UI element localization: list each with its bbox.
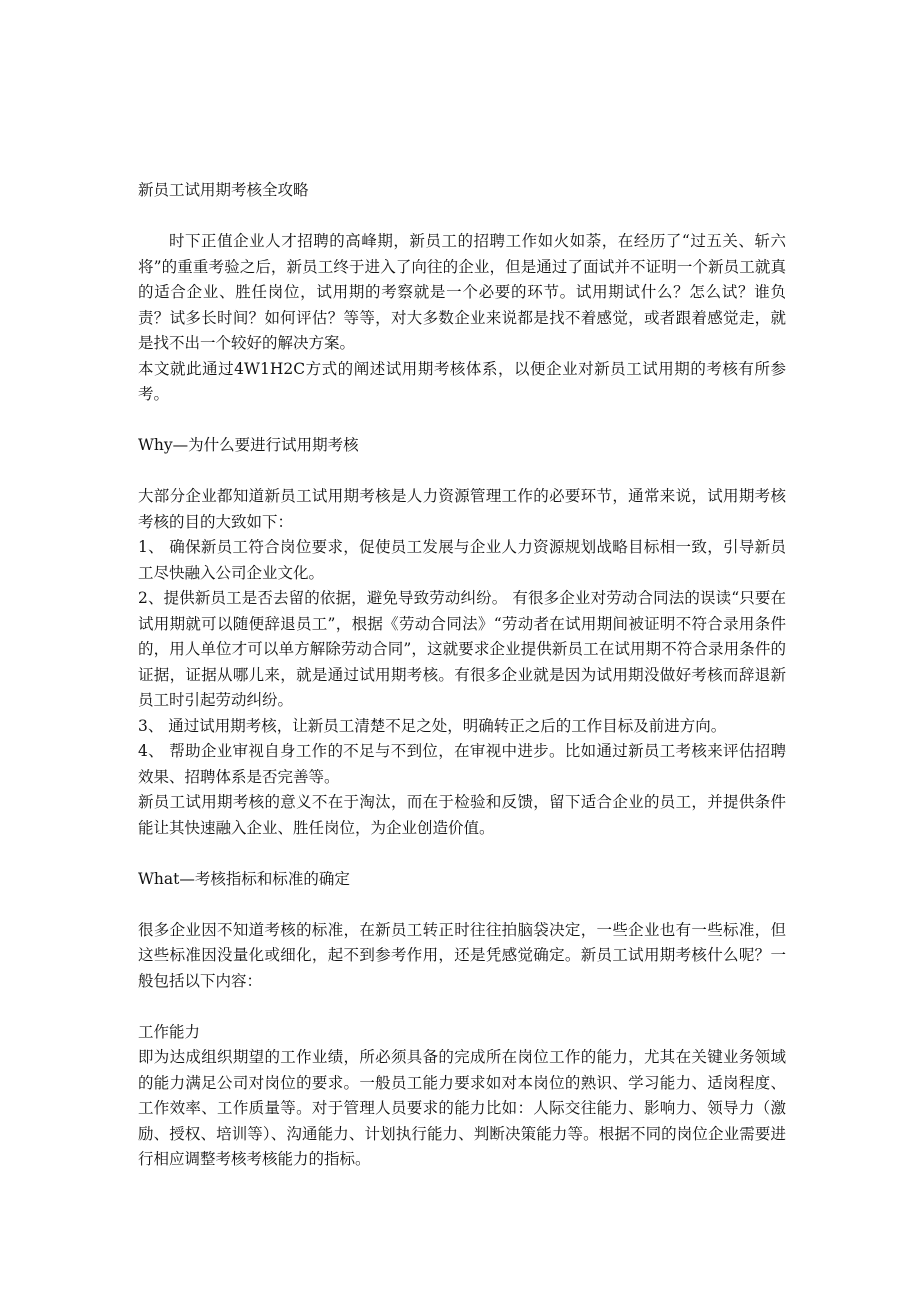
ability-paragraph: 即为达成组织期望的工作业绩，所必须具备的完成所在岗位工作的能力，尤其在关键业务领域的能力满足公司对岗位的要求。一般员工能力要求如对本岗位的熟识、学习能力、适岗程度、工作效率、工作质量等。对于管理人员要求的能力比如：人际交往能力、影响力、领导力（激励、授权、培训等）、沟通能力、计划执行能力、判断决策能力等。根据不同的岗位企业需要进行相应调整考核考核能力的指标。 [138, 1048, 786, 1168]
intro-paragraph: 时下正值企业人才招聘的高峰期，新员工的招聘工作如火如荼，在经历了“过五关、斩六将”的重重考验之后，新员工终于进入了向往的企业，但是通过了面试并不证明一个新员工就真的适合企业、胜任岗位，试用期的考察就是一个必要的环节。试用期试什么？怎么试？谁负责？试多长时间？如何评估？等等，对大多数企业来说都是找不着感觉，或者跟着感觉走，就是找不出一个较好的解决方案。 [138, 232, 786, 352]
intro-paragraph-2: 本文就此通过4W1H2C方式的阐述试用期考核体系，以便企业对新员工试用期的考核有所参考。 [138, 359, 786, 403]
why-list-item: 1、 确保新员工符合岗位要求，促使员工发展与企业人力资源规划战略目标相一致，引导新员工尽快融入公司企业文化。 [138, 538, 786, 582]
document-page [138, 178, 786, 1173]
spacer [138, 841, 786, 867]
why-paragraph: 大部分企业都知道新员工试用期考核是人力资源管理工作的必要环节，通常来说，试用期考核考核的目的大致如下： [138, 487, 786, 531]
what-paragraph: 很多企业因不知道考核的标准，在新员工转正时往往拍脑袋决定，一些企业也有一些标准，但这些标准因没量化或细化，起不到参考作用，还是凭感觉确定。新员工试用期考核什么呢？一般包括以下内容： [138, 920, 786, 990]
why-list-item: 3、 通过试用期考核，让新员工清楚不足之处，明确转正之后的工作目标及前进方向。 [138, 716, 727, 735]
spacer [138, 994, 786, 1020]
why-summary: 新员工试用期考核的意义不在于淘汰，而在于检验和反馈，留下适合企业的员工，并提供条件能让其快速融入企业、胜任岗位，为企业创造价值。 [138, 793, 786, 837]
why-list-item: 4、 帮助企业审视自身工作的不足与不到位，在审视中进步。比如通过新员工考核来评估招聘效果、招聘体系是否完善等。 [138, 742, 786, 786]
spacer [138, 204, 786, 230]
spacer [138, 408, 786, 434]
spacer [138, 459, 786, 485]
why-heading: Why—为什么要进行试用期考核 [138, 436, 359, 454]
document-title: 新员工试用期考核全攻略 [138, 181, 309, 199]
spacer [138, 892, 786, 918]
ability-heading: 工作能力 [138, 1022, 201, 1041]
why-list-item: 2、提供新员工是否去留的依据，避免导致劳动纠纷。 有很多企业对劳动合同法的误读“只要在试用期就可以随便辞退员工”，根据《劳动合同法》“劳动者在试用期间被证明不符合录用条件的，用人单位才可以单方解除劳动合同”，这就要求企业提供新员工在试用期不符合录用条件的证据，证据从哪儿来，就是通过试用期考核。有很多企业就是因为试用期没做好考核而辞退新员工时引起劳动纠纷。 [138, 589, 786, 709]
what-heading: What—考核指标和标准的确定 [138, 869, 350, 888]
